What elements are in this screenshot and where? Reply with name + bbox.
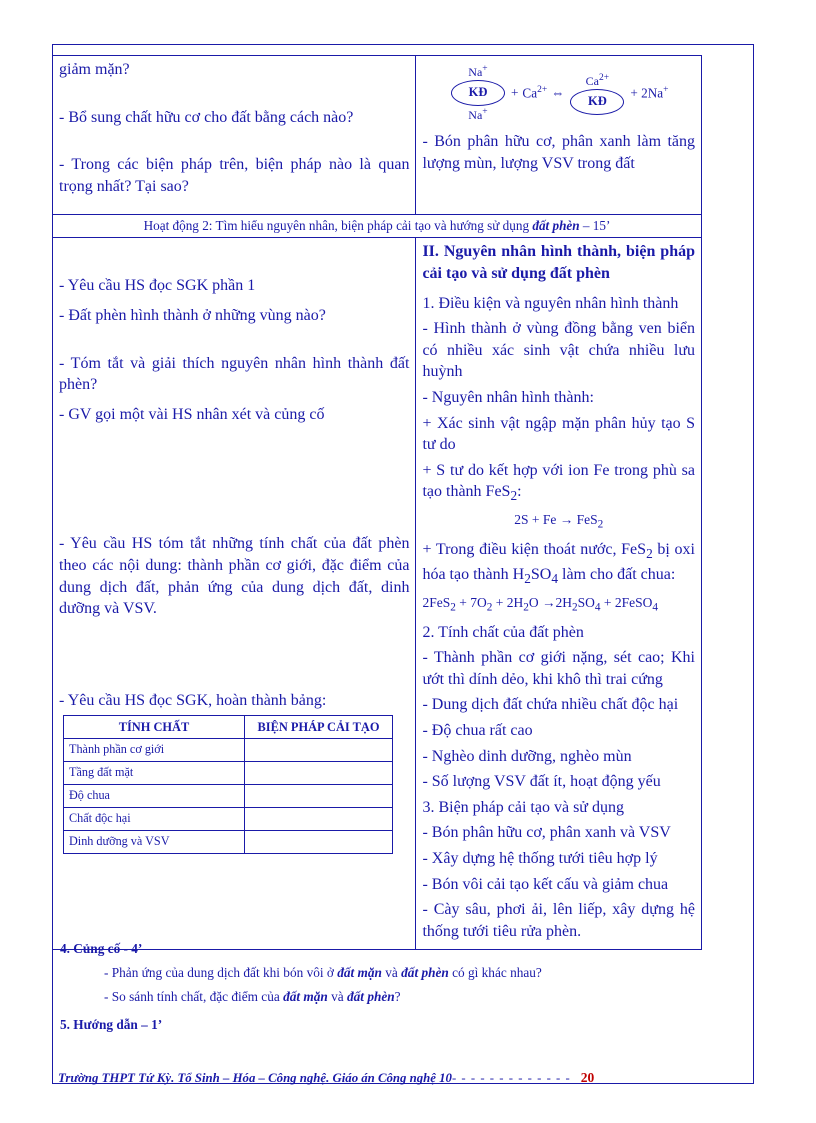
body-left-line-1: - Đất phèn hình thành ở những vùng nào? [59,306,326,324]
page-footer-dots: - - - - - - - - - - - - - [451,1071,571,1085]
body-left-line-0: - Yêu cầu HS đọc SGK phần 1 [59,277,256,295]
q1-term-1: đất mặn [337,964,382,980]
row-value-0 [245,739,393,762]
header-bien-phap: BIỆN PHÁP CẢI TẠO [245,716,393,739]
ion-stack-right [568,72,626,115]
question-2: - So sánh tính chất, đặc điểm của đất mặn và đất phèn? [104,988,401,1004]
row-label-2: Độ chua [64,785,245,808]
page-footer [58,1070,758,1086]
right-line-3-4: - Nghèo dinh dưỡng, nghèo mùn [422,747,632,765]
closing-section [60,940,750,1040]
table-row-body [53,238,702,950]
colloid-ellipse-left: KĐ [451,80,505,106]
right-line-1-1: - Hình thành ở vùng đồng bằng ven biển có nhiều xác sinh vật chứa nhiều lưu huỳnh [422,320,695,381]
right-line-3-8: - Xây dựng hệ thống tưới tiêu hợp lý [422,849,658,867]
intro-left-line-1: - Bổ sung chất hữu cơ cho đất bằng cách nào? [59,108,354,126]
ion-ca-top: $Ca^{2+}$ [585,72,610,88]
properties-table-header-row [64,716,393,739]
equation-fes2-formation: 2S + Fe → FeS$_2$ [514,512,604,532]
right-line-3-1: - Thành phần cơ giới nặng, sét cao; Khi ướt thì dính dẻo, khi khô thì trai cứng [422,649,695,688]
question-1: - Phản ứng của dung dịch đất khi bón vôi ở đất mặn và đất phèn có gì khác nhau? [104,964,542,980]
row-value-1 [245,762,393,785]
equation-arrow: ⇔ [551,85,565,100]
table-row [64,831,393,854]
row-label-0: Thành phần cơ giới [64,739,245,762]
page-footer-text: Trường THPT Tứ Kỳ. Tổ Sinh – Hóa – Công nghệ. Giáo án Công nghệ 10 [58,1071,452,1085]
ion-exchange-equation [422,63,695,122]
right-line-3-10: - Cày sâu, phơi ải, lên liếp, xây dựng hệ thống tưới tiêu rửa phèn. [422,901,695,940]
ion-stack-left [449,63,507,123]
heading-cung-co: 4. Củng cố - 4’ [60,941,143,956]
activity-banner [53,215,702,238]
table-row [64,808,393,831]
right-line-1-3: + Xác sinh vật ngập mặn phân hủy tạo S tư do [422,414,695,454]
right-line-3-6: 3. Biện pháp cải tạo và sử dụng [422,798,624,816]
equation-ca-ion: $Ca^{2+}$ [522,84,548,101]
equation-oxidation: $2FeS_2 + 7O_2 + 2H_2O \to 2H_2SO_4$ + 2FeSO$_4$ [422,594,658,614]
activity-emphasis: đất phèn [532,218,580,234]
page-number: 20 [580,1070,595,1085]
section-heading-ii: II. Nguyên nhân hình thành, biện pháp cải tạo và sử dụng đất phèn [422,243,695,282]
table-row-activity [53,215,702,238]
row-label-1: Tầng đất mặt [64,762,245,785]
right-line-2-0: + Trong điều kiện thoát nước, FeS$_2$ bị oxi hóa tạo thành $H_2SO_4$ làm cho đất chua: [422,541,695,586]
table-row [64,785,393,808]
right-line-3-3: - Độ chua rất cao [422,721,533,739]
intro-right-cell [416,56,702,215]
right-line-3-0: 2. Tính chất của đất phèn [422,623,584,641]
row-value-3 [245,808,393,831]
table-row-intro [53,56,702,215]
body-left-line-2: - Tóm tắt và giải thích nguyên nhân hình thành đất phèn? [59,354,410,394]
row-value-4 [245,831,393,854]
intro-left-cell [53,56,416,215]
q2-term-2: đất phèn [347,988,395,1004]
body-left-line-3: - GV gọi một vài HS nhân xét và củng cố [59,405,325,423]
ion-na-bottom: Na+ [468,107,488,122]
table-row [64,739,393,762]
right-line-3-2: - Dung dịch đất chứa nhiều chất độc hại [422,696,679,714]
q2-term-1: đất mặn [283,988,328,1004]
table-row [64,762,393,785]
body-left-cell [53,238,416,950]
equation-plus: + [510,85,519,100]
intro-left-line-2: - Trong các biện pháp trên, biện pháp nào là quan trọng nhất? Tại sao? [59,156,410,195]
heading-huong-dan: 5. Hướng dẫn – 1’ [60,1016,163,1032]
row-label-3: Chất độc hại [64,808,245,831]
properties-measures-table [63,715,393,854]
right-line-1-4: + S tư do kết hợp với ion Fe trong phù sa tạo thành FeS$_2$: [422,461,695,504]
right-line-3-9: - Bón vôi cải tạo kết cấu và giảm chua [422,875,669,893]
body-left-line-4: - Yêu cầu HS tóm tắt những tính chất của đất phèn theo các nội dung: thành phần cơ giới, đặc điểm của dung dịch đất, phản ứng của dung dịch đất, dinh dưỡng và VSV. [59,535,410,618]
right-line-3-5: - Số lượng VSV đất ít, hoạt động yếu [422,773,661,791]
row-value-2 [245,785,393,808]
ion-na-top: Na+ [468,64,488,79]
colloid-ellipse-right: KĐ [570,89,624,115]
body-right-cell [416,238,702,950]
activity-prefix: Hoạt động 2: Tìm hiểu nguyên nhân, biện pháp cải tạo và hướng sử dụng [143,218,533,234]
right-line-1-0: 1. Điều kiện và nguyên nhân hình thành [422,294,679,312]
intro-left-line-0: giảm mặn? [59,61,130,78]
lesson-plan-table [52,55,702,950]
activity-suffix: – 15’ [579,218,611,234]
equation-result: + 2Na+ [630,84,669,101]
row-label-4: Dinh dưỡng và VSV [64,831,245,854]
header-tinh-chat: TÍNH CHẤT [64,716,245,739]
right-line-1-2: - Nguyên nhân hình thành: [422,388,594,406]
body-left-line-5: - Yêu cầu HS đọc SGK, hoàn thành bảng: [59,691,327,709]
intro-right-text: - Bón phân hữu cơ, phân xanh làm tăng lượng mùn, lượng VSV trong đất [422,133,695,172]
right-line-3-7: - Bón phân hữu cơ, phân xanh và VSV [422,824,671,842]
q1-term-2: đất phèn [401,964,449,980]
